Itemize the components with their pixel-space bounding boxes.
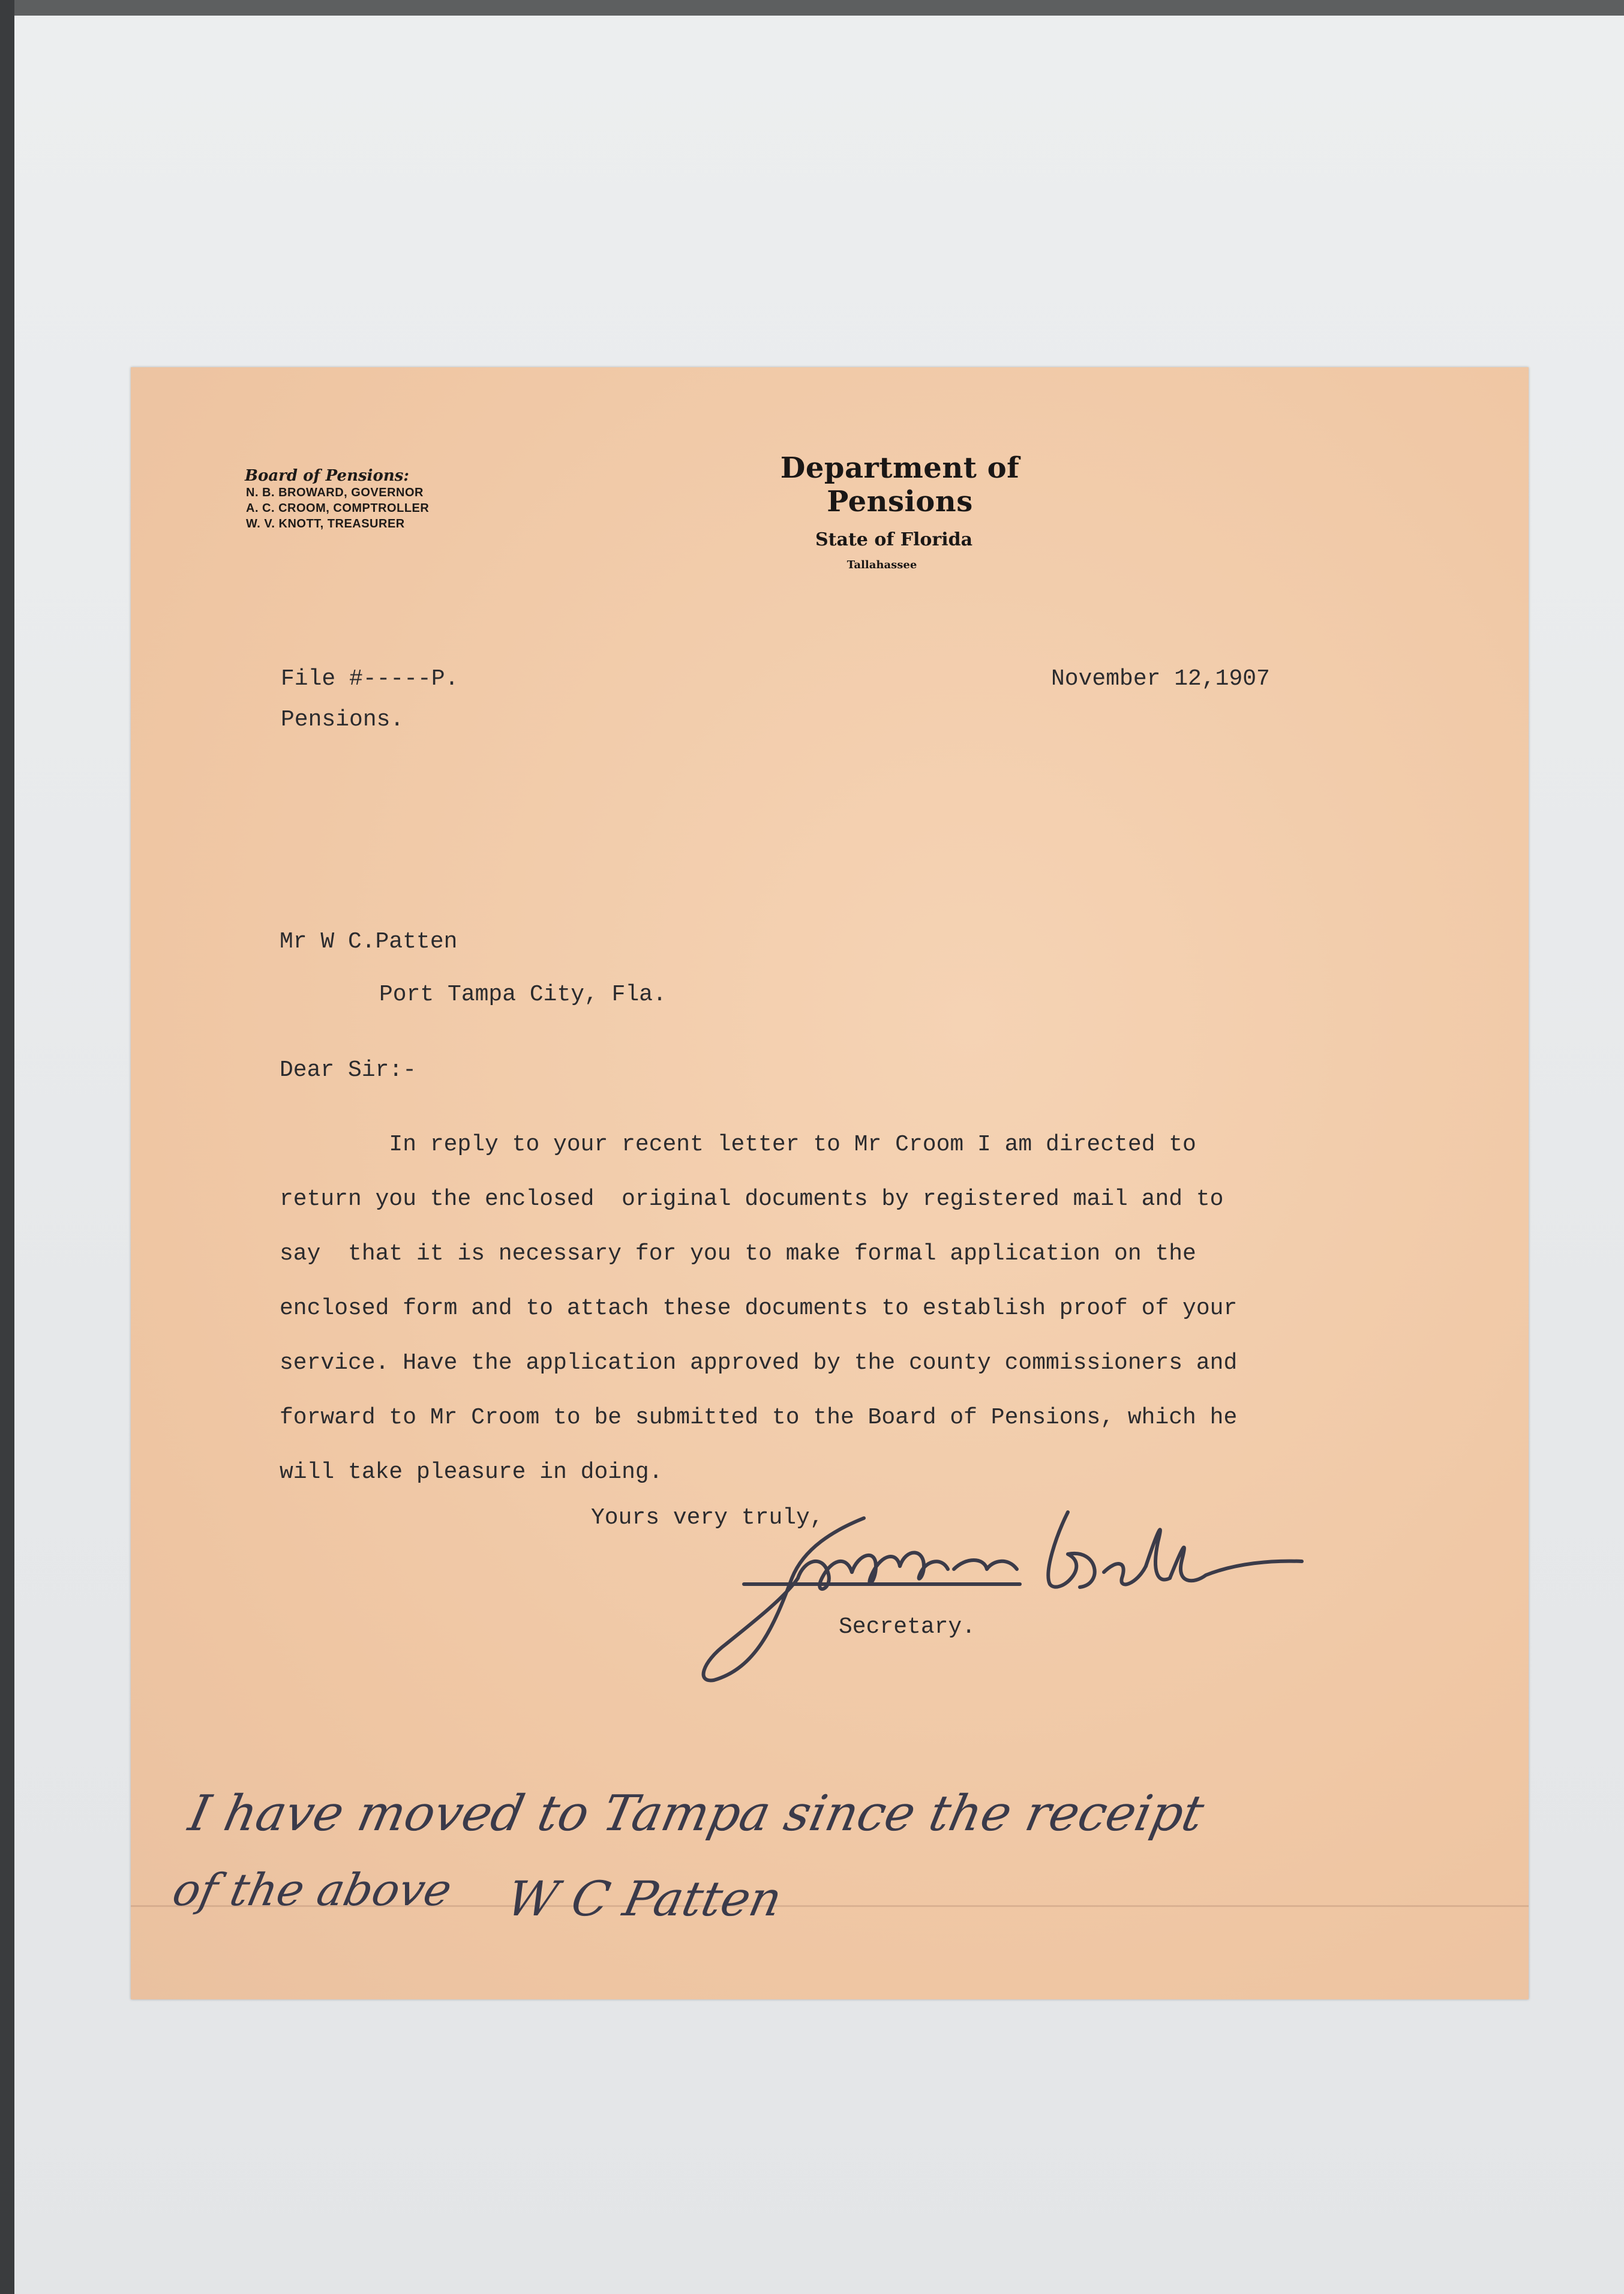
recipient-city: Port Tampa City, Fla. <box>379 982 667 1007</box>
body-line: return you the enclosed original documents by registered mail and to <box>280 1186 1224 1212</box>
letter-body <box>280 1117 1467 1500</box>
scanner-edge-top <box>0 0 1624 16</box>
body-line: In reply to your recent letter to Mr Croom I am directed to <box>280 1132 1196 1158</box>
note-signature: W C Patten <box>502 1871 787 1927</box>
letter-date: November 12,1907 <box>1051 666 1270 692</box>
department-title: Department of Pensions <box>780 451 1020 518</box>
file-subject: Pensions. <box>281 707 404 733</box>
body-line: say that it is necessary for you to make formal application on the <box>280 1241 1196 1267</box>
board-member: W. V. KNOTT, TREASURER <box>246 517 405 530</box>
body-line: enclosed form and to attach these documents to establish proof of your <box>280 1296 1238 1321</box>
closing: Yours very truly, <box>591 1505 824 1531</box>
signature-image <box>684 1494 1308 1692</box>
department-header <box>708 451 1092 571</box>
note-line-2: of the above <box>168 1864 457 1916</box>
signer-title: Secretary. <box>839 1614 976 1640</box>
handwritten-note-image <box>168 1776 1458 1932</box>
board-member: A. C. CROOM, COMPTROLLER <box>246 502 430 515</box>
salutation: Dear Sir:- <box>280 1057 417 1083</box>
body-line: forward to Mr Croom to be submitted to the Board of Pensions, which he <box>280 1405 1238 1431</box>
board-title: Board of Pensions: <box>245 467 409 485</box>
recipient-name: Mr W C.Patten <box>280 929 458 955</box>
file-number: File #-----P. <box>281 666 459 692</box>
scanner-edge-left <box>0 0 14 2294</box>
body-line: service. Have the application approved by the county commissioners and <box>280 1350 1238 1376</box>
department-state: State of Florida <box>815 529 973 550</box>
board-of-pensions-block <box>246 467 429 532</box>
department-city: Tallahassee <box>846 559 917 571</box>
board-member: N. B. BROWARD, GOVERNOR <box>246 486 424 499</box>
note-line-1: I have moved to Tampa since the receipt <box>184 1784 1209 1842</box>
body-line: will take pleasure in doing. <box>280 1459 663 1485</box>
